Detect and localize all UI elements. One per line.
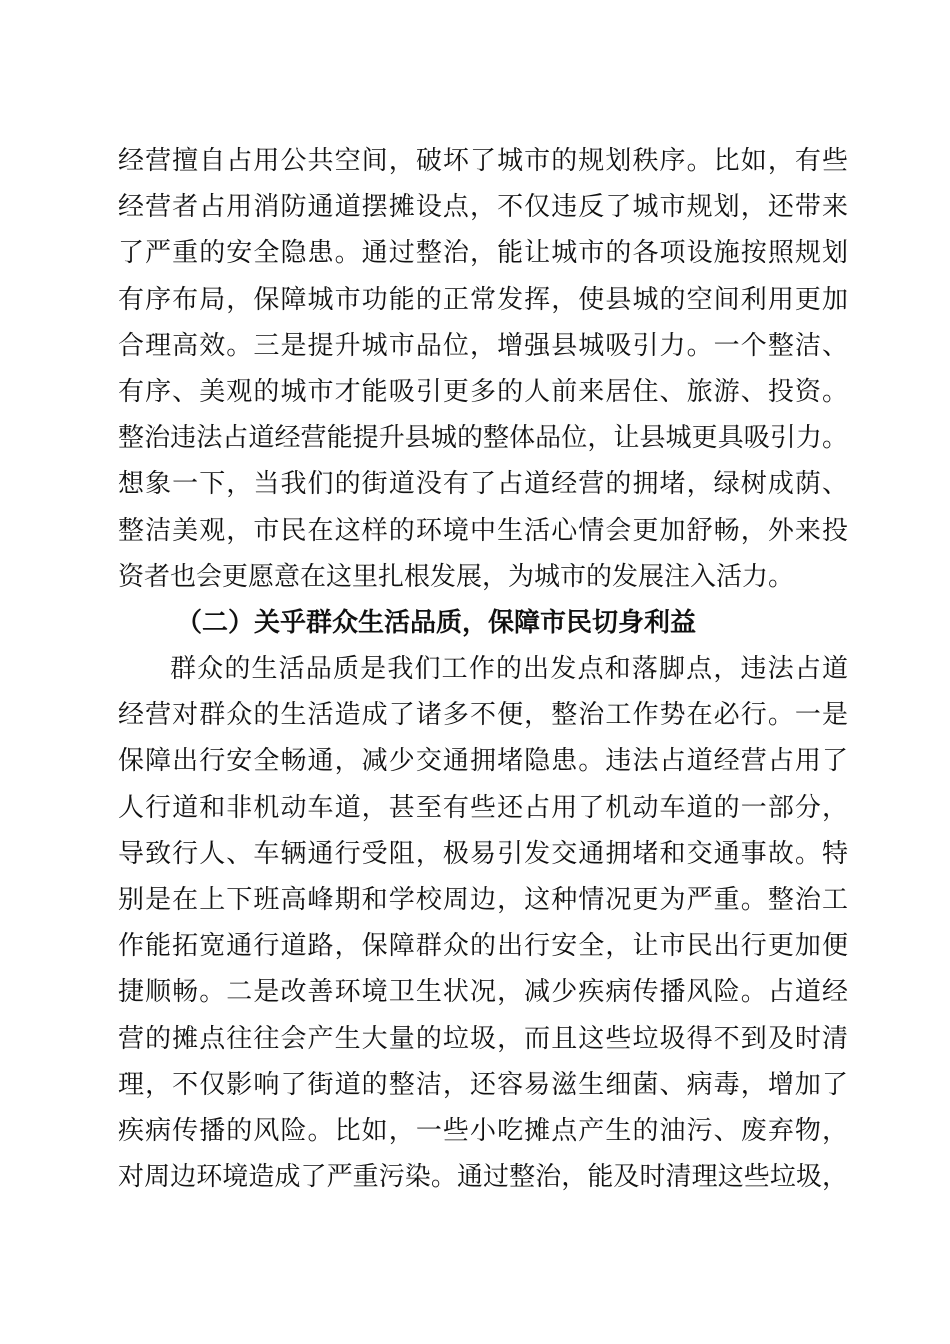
- paragraph-1-line-9: 整洁美观，市民在这样的环境中生活心情会更加舒畅，外来投: [118, 515, 848, 546]
- paragraph-2-line-6: 别是在上下班高峰期和学校周边，这种情况更为严重。整治工: [118, 885, 848, 915]
- paragraph-2-line-8: 捷顺畅。二是改善环境卫生状况，减少疾病传播风险。占道经: [118, 977, 848, 1008]
- paragraph-2-line-1: 群众的生活品质是我们工作的出发点和落脚点，违法占道: [170, 654, 848, 685]
- paragraph-2-line-10: 理，不仅影响了街道的整洁，还容易滋生细菌、病毒，增加了: [118, 1069, 848, 1100]
- paragraph-1-line-8: 想象一下，当我们的街道没有了占道经营的拥堵，绿树成荫、: [118, 469, 848, 500]
- paragraph-1-line-1: 经营擅自占用公共空间，破坏了城市的规划秩序。比如，有些: [118, 146, 848, 176]
- paragraph-1-line-4: 有序布局，保障城市功能的正常发挥，使县城的空间利用更加: [118, 284, 848, 315]
- paragraph-2-line-12: 对周边环境造成了严重污染。通过整治，能及时清理这些垃圾，: [118, 1162, 848, 1193]
- paragraph-1-line-10: 资者也会更愿意在这里扎根发展，为城市的发展注入活力。: [118, 561, 795, 592]
- paragraph-2-line-9: 营的摊点往往会产生大量的垃圾，而且这些垃圾得不到及时清: [118, 1023, 848, 1054]
- paragraph-1-line-3: 了严重的安全隐患。通过整治，能让城市的各项设施按照规划: [118, 238, 848, 269]
- paragraph-1-line-7: 整治违法占道经营能提升县城的整体品位，让县城更具吸引力。: [118, 423, 848, 454]
- paragraph-2-line-4: 人行道和非机动车道，甚至有些还占用了机动车道的一部分，: [118, 792, 848, 823]
- paragraph-1-line-5: 合理高效。三是提升城市品位，增强县城吸引力。一个整洁、: [118, 330, 848, 361]
- paragraph-1-line-2: 经营者占用消防通道摆摊设点，不仅违反了城市规划，还带来: [118, 192, 848, 223]
- section-heading: （二）关乎群众生活品质，保障市民切身利益: [176, 607, 697, 638]
- paragraph-2-line-5: 导致行人、车辆通行受阻，极易引发交通拥堵和交通事故。特: [118, 838, 848, 869]
- paragraph-2-line-2: 经营对群众的生活造成了诸多不便，整治工作势在必行。一是: [118, 700, 848, 731]
- paragraph-2-line-11: 疾病传播的风险。比如，一些小吃摊点产生的油污、废弃物，: [118, 1115, 848, 1146]
- document-body: [118, 138, 848, 1200]
- paragraph-2-line-7: 作能拓宽通行道路，保障群众的出行安全，让市民出行更加便: [118, 931, 848, 962]
- paragraph-2-line-3: 保障出行安全畅通，减少交通拥堵隐患。违法占道经营占用了: [118, 746, 848, 777]
- paragraph-1-line-6: 有序、美观的城市才能吸引更多的人前来居住、旅游、投资。: [118, 376, 848, 407]
